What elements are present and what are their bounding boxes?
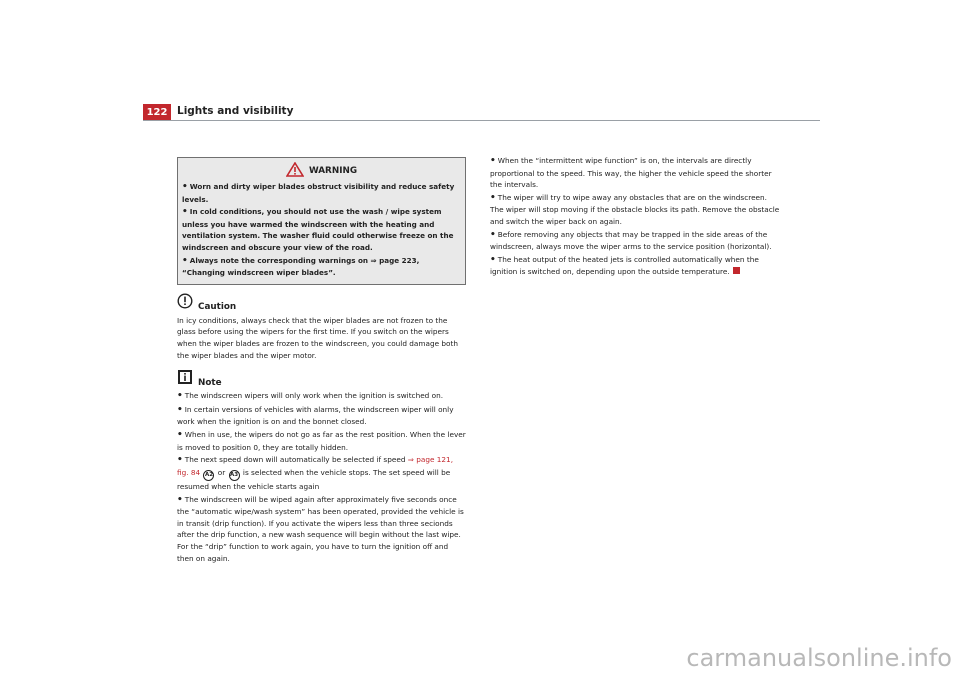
caution-heading [177, 293, 466, 313]
warning-box [177, 157, 466, 285]
caution-text: In icy conditions, always check that the wiper blades are not frozen to the glass before using the wipers for the first time. If you switch on the wipers when the wiper blades are frozen to the windscreen, you could damage both the wiper blades and the wiper motor. [177, 315, 458, 360]
note-bullet: • In certain versions of vehicles with alarms, the windscreen wiper will only work when the ignition is on and the bonnet closed. [177, 404, 454, 427]
page-number: 122 [143, 104, 171, 121]
right-bullet: • When the “intermittent wipe function” is on, the intervals are directly proportional to the speed. This way, the higher the vehicle speed the shorter the intervals. [490, 156, 772, 190]
callout-a2: A2 [203, 470, 214, 481]
note-title: Note [198, 378, 222, 389]
section-end-marker [733, 267, 740, 274]
warning-bullet: • Worn and dirty wiper blades obstruct visibility and reduce safety levels. [182, 182, 455, 204]
page-title: Lights and visibility [177, 105, 294, 117]
page-reference-link[interactable]: ⇒ page 121, fig. 84 [177, 455, 454, 477]
caution-icon [177, 293, 193, 313]
watermark: carmanualsonline.info [686, 644, 952, 672]
warning-bullet: • Always note the corresponding warnings on ⇒ page 223, “Changing windscreen wiper blades”. [182, 255, 420, 278]
note-bullet: • When in use, the wipers do not go as far as the rest position. When the lever is moved to position 0, they are totally hidden. [177, 429, 466, 452]
warning-heading [182, 162, 461, 180]
right-bullet: • The wiper will try to wipe away any obstacles that are on the windscreen. The wiper will stop moving if the obstacle blocks its path. Remove the obstacle and switch the wiper back on again. [490, 192, 780, 226]
warning-triangle-icon [286, 162, 304, 181]
note-bullet: • The windscreen will be wiped again after approximately five seconds once the “automatic wipe/wash system” has been operated, provided the vehicle is in transit (drip function). If you activate the wipers less than three secionds after the drip function, a new wash sequence will begin without the last wipe. For the “drip” function to work again, you have to turn the ignition off and then on again. [177, 494, 464, 563]
warning-bullet: • In cold conditions, you should not use the wash / wipe system unless you have warmed the windscreen with the heating and ventilation system. The washer fluid could otherwise freeze on the windscreen and obscure your view of the road. [182, 207, 454, 252]
header-divider [143, 120, 820, 121]
right-column [490, 154, 780, 278]
right-bullet: • Before removing any objects that may be trapped in the side areas of the windscreen, always move the wiper arms to the service position (horizontal). [490, 229, 772, 252]
note-info-icon [177, 369, 193, 389]
note-bullet-speed: • The next speed down will automatically be selected if speed ⇒ page 121, fig. 84 A2 or A3 is selected when the vehicle stops. The set speed will be resumed when the vehicle starts again [177, 455, 454, 491]
left-column [177, 157, 466, 564]
right-bullet: • The heat output of the heated jets is controlled automatically when the ignition is switched on, depending upon the outside temperature. [490, 254, 759, 277]
callout-a3: A3 [229, 470, 240, 481]
note-bullet: • The windscreen wipers will only work when the ignition is switched on. [177, 391, 444, 402]
warning-title: WARNING [308, 166, 358, 176]
caution-title: Caution [198, 301, 237, 312]
note-heading [177, 369, 466, 389]
